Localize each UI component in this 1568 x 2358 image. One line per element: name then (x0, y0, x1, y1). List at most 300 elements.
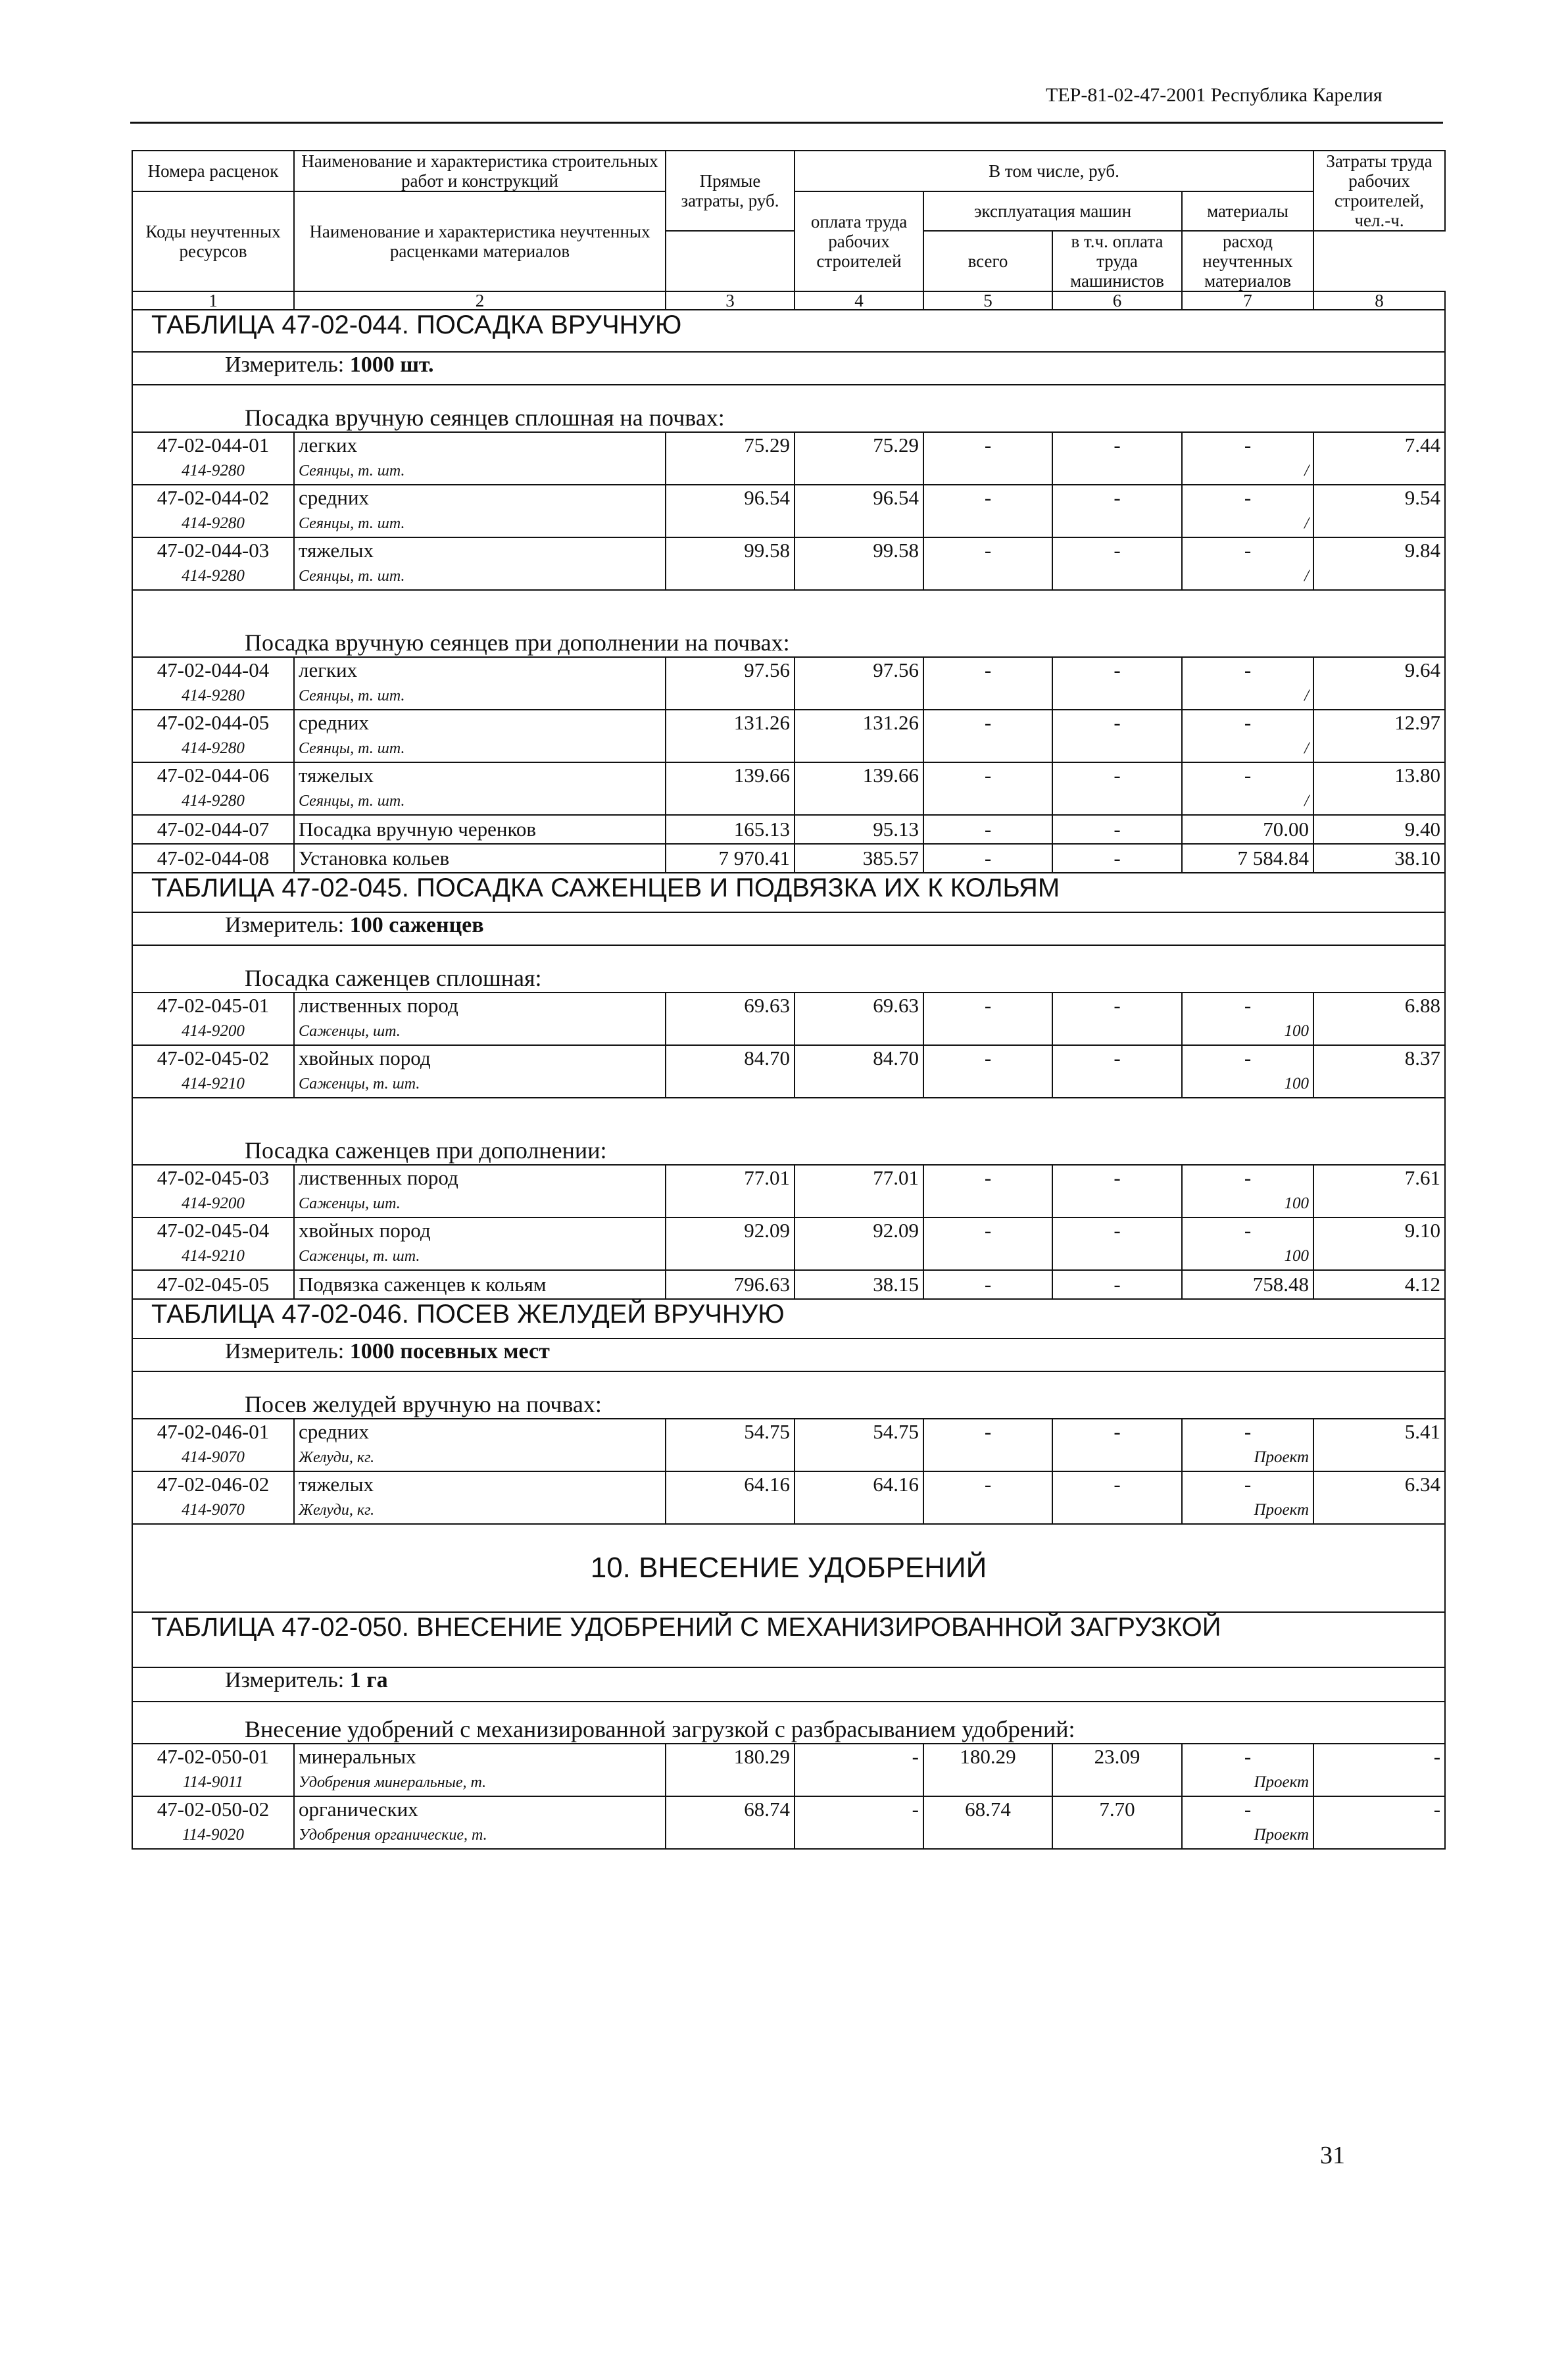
work-name: тяжелых (299, 539, 374, 562)
machinists-pay: - (1052, 993, 1182, 1045)
work-name-cell (294, 1045, 666, 1098)
rate-code-cell (132, 993, 294, 1045)
materials-value: - (1244, 994, 1252, 1017)
table-row (132, 1270, 1445, 1299)
col-number: 7 (1182, 291, 1313, 310)
table-row (132, 1796, 1445, 1849)
labor-pay: 99.58 (795, 537, 923, 590)
labor-hours: 5.41 (1313, 1419, 1445, 1471)
table-row (132, 1471, 1445, 1524)
table-row (132, 1165, 1445, 1217)
rate-code-cell (132, 485, 294, 537)
machines-total: - (923, 432, 1052, 485)
work-name-cell (294, 1217, 666, 1270)
resource-code: 414-9280 (182, 567, 245, 585)
work-name: лиственных пород (299, 1166, 458, 1189)
material-name: Саженцы, шт. (299, 1023, 401, 1040)
work-name: минеральных (299, 1745, 416, 1768)
work-name: средних (299, 711, 370, 734)
rate-code: 47-02-046-01 (157, 1420, 270, 1443)
materials-consumption: 100 (1284, 1194, 1310, 1212)
measure (132, 1339, 1445, 1371)
labor-hours: 9.10 (1313, 1217, 1445, 1270)
section-title (132, 873, 1445, 912)
rates-table (132, 150, 1446, 1850)
table-row (132, 432, 1445, 485)
rate-code: 47-02-045-04 (157, 1219, 270, 1242)
work-name: тяжелых (299, 764, 374, 787)
col-number: 2 (294, 291, 666, 310)
rate-code-cell (132, 432, 294, 485)
materials-cell (1182, 1045, 1313, 1098)
resource-code: 414-9200 (182, 1194, 245, 1212)
labor-pay: 139.66 (795, 762, 923, 815)
measure-row (132, 1339, 1445, 1371)
rate-code-cell (132, 1419, 294, 1471)
machinists-pay: - (1052, 432, 1182, 485)
direct-cost: 54.75 (666, 1419, 795, 1471)
resource-code: 414-9070 (182, 1501, 245, 1519)
group-title-text: Посадка вручную сеянцев при дополнении на почвах: (245, 629, 790, 656)
materials-cell (1182, 537, 1313, 590)
rate-code-cell (132, 762, 294, 815)
work-name-cell (294, 1744, 666, 1796)
machinists-pay: - (1052, 485, 1182, 537)
measure-label: Измеритель: (225, 913, 345, 937)
materials-value: - (1244, 1473, 1252, 1496)
materials-cell (1182, 1471, 1313, 1524)
material-name: Сеянцы, т. шт. (299, 515, 405, 532)
materials-consumption: / (1304, 462, 1310, 479)
materials-cell (1182, 1796, 1313, 1849)
rate-code-cell (132, 537, 294, 590)
direct-cost: 99.58 (666, 537, 795, 590)
resource-code: 414-9280 (182, 514, 245, 532)
rate-code: 47-02-044-08 (132, 844, 294, 873)
work-name: лиственных пород (299, 994, 458, 1017)
material-name: Сеянцы, т. шт. (299, 568, 405, 585)
rate-code: 47-02-045-01 (157, 994, 270, 1017)
labor-pay: 84.70 (795, 1045, 923, 1098)
material-name: Желуди, кг. (299, 1449, 375, 1466)
header-group: В том числе, руб. (795, 151, 1313, 191)
labor-hours: 9.40 (1313, 815, 1445, 844)
materials-cell (1182, 432, 1313, 485)
direct-cost: 131.26 (666, 710, 795, 762)
materials-consumption: 100 (1284, 1075, 1310, 1093)
work-name: хвойных пород (299, 1046, 431, 1069)
header-col7: расход неучтенных материалов (1182, 231, 1313, 291)
resource-code: 414-9210 (182, 1075, 245, 1093)
measure-row (132, 912, 1445, 945)
labor-pay: 64.16 (795, 1471, 923, 1524)
work-name-cell (294, 1796, 666, 1849)
machines-total: - (923, 762, 1052, 815)
materials-value: 758.48 (1182, 1270, 1313, 1299)
machines-total: - (923, 844, 1052, 873)
labor-pay: 131.26 (795, 710, 923, 762)
materials-value: - (1244, 1420, 1252, 1443)
materials-value: - (1244, 1745, 1252, 1768)
machinists-pay: - (1052, 844, 1182, 873)
labor-pay: 38.15 (795, 1270, 923, 1299)
direct-cost: 92.09 (666, 1217, 795, 1270)
work-name-cell (294, 432, 666, 485)
material-name: Желуди, кг. (299, 1502, 375, 1519)
work-name-cell (294, 993, 666, 1045)
labor-pay: 385.57 (795, 844, 923, 873)
resource-code: 414-9070 (182, 1448, 245, 1466)
resource-code: 414-9210 (182, 1247, 245, 1265)
measure (132, 912, 1445, 945)
work-name: средних (299, 1420, 370, 1443)
work-name: Установка кольев (294, 844, 666, 873)
section-title-text: ТАБЛИЦА 47-02-046. ПОСЕВ ЖЕЛУДЕЙ ВРУЧНУЮ (151, 1300, 785, 1329)
header-col1-bottom: Коды неучтенных ресурсов (132, 191, 294, 291)
chapter-title (132, 1524, 1445, 1612)
labor-pay: 95.13 (795, 815, 923, 844)
direct-cost: 84.70 (666, 1045, 795, 1098)
group-title-text: Посев желудей вручную на почвах: (245, 1391, 602, 1417)
direct-cost: 165.13 (666, 815, 795, 844)
machines-total: - (923, 1419, 1052, 1471)
rate-code: 47-02-045-03 (157, 1166, 270, 1189)
rate-code-cell (132, 1471, 294, 1524)
labor-hours: 38.10 (1313, 844, 1445, 873)
rate-code: 47-02-044-04 (157, 658, 270, 681)
materials-consumption: Проект (1254, 1501, 1310, 1519)
page-header: ТЕР-81-02-47-2001 Республика Карелия (1046, 84, 1383, 106)
material-name: Удобрения минеральные, т. (299, 1774, 487, 1791)
col-number: 8 (1313, 291, 1445, 310)
machinists-pay: - (1052, 1419, 1182, 1471)
machinists-pay: - (1052, 537, 1182, 590)
resource-code: 414-9280 (182, 687, 245, 704)
rate-code: 47-02-050-01 (157, 1745, 270, 1768)
section-title-text: ТАБЛИЦА 47-02-050. ВНЕСЕНИЕ УДОБРЕНИЙ С МЕХАНИЗИРОВАННОЙ ЗАГРУЗКОЙ (151, 1613, 1221, 1642)
work-name-cell (294, 485, 666, 537)
materials-value: - (1244, 433, 1252, 456)
machinists-pay: - (1052, 710, 1182, 762)
labor-hours: 6.88 (1313, 993, 1445, 1045)
direct-cost: 180.29 (666, 1744, 795, 1796)
materials-cell (1182, 710, 1313, 762)
measure-value: 1000 посевных мест (349, 1339, 550, 1363)
measure-label: Измеритель: (225, 1339, 345, 1363)
section-title-row (132, 310, 1445, 352)
materials-value: - (1244, 658, 1252, 681)
material-name: Сеянцы, т. шт. (299, 740, 405, 757)
materials-consumption: Проект (1254, 1826, 1310, 1844)
header-materials: материалы (1182, 191, 1313, 231)
labor-pay: 77.01 (795, 1165, 923, 1217)
header-col3: Прямые затраты, руб. (666, 151, 795, 231)
direct-cost: 139.66 (666, 762, 795, 815)
rate-code: 47-02-044-02 (157, 486, 270, 509)
work-name-cell (294, 1471, 666, 1524)
direct-cost: 796.63 (666, 1270, 795, 1299)
resource-code: 414-9280 (182, 792, 245, 810)
group-title-text: Посадка саженцев при дополнении: (245, 1137, 607, 1164)
col-number: 4 (795, 291, 923, 310)
machinists-pay: - (1052, 1217, 1182, 1270)
rate-code: 47-02-045-02 (157, 1046, 270, 1069)
rate-code: 47-02-044-01 (157, 433, 270, 456)
labor-hours: 7.44 (1313, 432, 1445, 485)
work-name: легких (299, 658, 358, 681)
resource-code: 114-9020 (182, 1826, 244, 1844)
machinists-pay: - (1052, 1471, 1182, 1524)
column-numbers (132, 291, 1445, 310)
machines-total: - (923, 1217, 1052, 1270)
rate-code-cell (132, 1744, 294, 1796)
materials-cell (1182, 993, 1313, 1045)
machines-total: - (923, 1471, 1052, 1524)
group-title-row (132, 1371, 1445, 1419)
direct-cost: 77.01 (666, 1165, 795, 1217)
labor-pay: 96.54 (795, 485, 923, 537)
measure-label: Измеритель: (225, 1668, 345, 1692)
labor-hours: 7.61 (1313, 1165, 1445, 1217)
materials-consumption: 100 (1284, 1022, 1310, 1040)
labor-pay: 92.09 (795, 1217, 923, 1270)
work-name-cell (294, 1165, 666, 1217)
labor-hours: 12.97 (1313, 710, 1445, 762)
machines-total: - (923, 1045, 1052, 1098)
rate-code: 47-02-045-05 (132, 1270, 294, 1299)
machinists-pay: - (1052, 762, 1182, 815)
work-name-cell (294, 762, 666, 815)
group-title-row (132, 945, 1445, 993)
table-row (132, 537, 1445, 590)
labor-pay: - (795, 1796, 923, 1849)
measure (132, 352, 1445, 385)
materials-value: - (1244, 711, 1252, 734)
col-number: 3 (666, 291, 795, 310)
material-name: Сеянцы, т. шт. (299, 793, 405, 810)
table-row (132, 815, 1445, 844)
material-name: Саженцы, т. шт. (299, 1248, 420, 1265)
header-col6: в т.ч. оплата труда машинистов (1052, 231, 1182, 291)
direct-cost: 7 970.41 (666, 844, 795, 873)
table-row (132, 1744, 1445, 1796)
labor-pay: 97.56 (795, 657, 923, 710)
table-row (132, 1217, 1445, 1270)
work-name-cell (294, 657, 666, 710)
labor-hours: - (1313, 1796, 1445, 1849)
table-row (132, 710, 1445, 762)
labor-hours: 9.54 (1313, 485, 1445, 537)
labor-hours: 9.64 (1313, 657, 1445, 710)
labor-hours: 13.80 (1313, 762, 1445, 815)
materials-consumption: Проект (1254, 1448, 1310, 1466)
materials-cell (1182, 1744, 1313, 1796)
materials-value: - (1244, 1219, 1252, 1242)
measure-value: 1000 шт. (349, 353, 434, 377)
materials-cell (1182, 1217, 1313, 1270)
page-number: 31 (1320, 2142, 1345, 2169)
rate-code: 47-02-044-07 (132, 815, 294, 844)
labor-hours: 8.37 (1313, 1045, 1445, 1098)
material-name: Саженцы, шт. (299, 1195, 401, 1212)
work-name-cell (294, 537, 666, 590)
section-title-text: ТАБЛИЦА 47-02-045. ПОСАДКА САЖЕНЦЕВ И ПОДВЯЗКА ИХ К КОЛЬЯМ (151, 873, 1060, 902)
group-title-text: Внесение удобрений с механизированной загрузкой с разбрасыванием удобрений: (245, 1716, 1075, 1742)
direct-cost: 97.56 (666, 657, 795, 710)
labor-pay: 75.29 (795, 432, 923, 485)
work-name: легких (299, 433, 358, 456)
materials-value: - (1244, 1798, 1252, 1821)
direct-cost: 68.74 (666, 1796, 795, 1849)
group-title (132, 385, 1445, 432)
machines-total: - (923, 1270, 1052, 1299)
materials-cell (1182, 762, 1313, 815)
labor-pay: 54.75 (795, 1419, 923, 1471)
materials-consumption: / (1304, 792, 1310, 810)
direct-cost: 69.63 (666, 993, 795, 1045)
header-col4: оплата труда рабочих строителей (795, 191, 923, 291)
table-row (132, 844, 1445, 873)
rate-code-cell (132, 1165, 294, 1217)
work-name: средних (299, 486, 370, 509)
table-row (132, 993, 1445, 1045)
materials-value: - (1244, 764, 1252, 787)
header-col5: всего (923, 231, 1052, 291)
materials-consumption: / (1304, 739, 1310, 757)
work-name: Посадка вручную черенков (294, 815, 666, 844)
group-title-text: Посадка саженцев сплошная: (245, 965, 542, 991)
machinists-pay: 23.09 (1052, 1744, 1182, 1796)
work-name: тяжелых (299, 1473, 374, 1496)
work-name: хвойных пород (299, 1219, 431, 1242)
materials-value: - (1244, 486, 1252, 509)
section-title-row (132, 873, 1445, 912)
machines-total: 180.29 (923, 1744, 1052, 1796)
direct-cost: 64.16 (666, 1471, 795, 1524)
group-title-text: Посадка вручную сеянцев сплошная на почвах: (245, 405, 725, 431)
materials-consumption: / (1304, 687, 1310, 704)
section-title-row (132, 1612, 1445, 1667)
group-title (132, 945, 1445, 993)
header-col8: Затраты труда рабочих строителей, чел.-ч. (1313, 151, 1445, 231)
machines-total: - (923, 710, 1052, 762)
section-title (132, 310, 1445, 352)
resource-code: 414-9280 (182, 739, 245, 757)
material-name: Сеянцы, т. шт. (299, 687, 405, 704)
labor-hours: 4.12 (1313, 1270, 1445, 1299)
machinists-pay: - (1052, 815, 1182, 844)
material-name: Саженцы, т. шт. (299, 1075, 420, 1093)
section-title (132, 1299, 1445, 1339)
group-title (132, 590, 1445, 657)
work-name-cell (294, 710, 666, 762)
materials-cell (1182, 1419, 1313, 1471)
materials-consumption: 100 (1284, 1247, 1310, 1265)
rate-code-cell (132, 1217, 294, 1270)
machinists-pay: - (1052, 1045, 1182, 1098)
measure-value: 100 саженцев (349, 913, 484, 937)
section-title-row (132, 1299, 1445, 1339)
rate-code: 47-02-046-02 (157, 1473, 270, 1496)
table-row (132, 485, 1445, 537)
materials-cell (1182, 485, 1313, 537)
measure (132, 1667, 1445, 1702)
resource-code: 114-9011 (182, 1773, 244, 1791)
table-row (132, 762, 1445, 815)
col-number: 1 (132, 291, 294, 310)
resource-code: 414-9200 (182, 1022, 245, 1040)
machines-total: - (923, 537, 1052, 590)
table-row (132, 1419, 1445, 1471)
machines-total: - (923, 1165, 1052, 1217)
rate-code: 47-02-044-03 (157, 539, 270, 562)
table-row (132, 1045, 1445, 1098)
measure-row (132, 1667, 1445, 1702)
rate-code: 47-02-050-02 (157, 1798, 270, 1821)
machines-total: - (923, 993, 1052, 1045)
measure-value: 1 га (349, 1668, 388, 1692)
rate-code: 47-02-044-05 (157, 711, 270, 734)
work-name: органических (299, 1798, 418, 1821)
labor-hours: 9.84 (1313, 537, 1445, 590)
group-title-row (132, 1098, 1445, 1165)
materials-cell (1182, 657, 1313, 710)
materials-cell (1182, 1165, 1313, 1217)
rate-code-cell (132, 710, 294, 762)
machines-total: - (923, 485, 1052, 537)
materials-consumption: / (1304, 514, 1310, 532)
group-title-row (132, 590, 1445, 657)
group-title-row (132, 1702, 1445, 1744)
machinists-pay: - (1052, 657, 1182, 710)
machines-total: - (923, 657, 1052, 710)
labor-pay: - (795, 1744, 923, 1796)
group-title (132, 1098, 1445, 1165)
direct-cost: 96.54 (666, 485, 795, 537)
measure-label: Измеритель: (225, 353, 345, 377)
machinists-pay: - (1052, 1270, 1182, 1299)
work-name-cell (294, 1419, 666, 1471)
work-name: Подвязка саженцев к кольям (294, 1270, 666, 1299)
rate-code: 47-02-044-06 (157, 764, 270, 787)
material-name: Сеянцы, т. шт. (299, 462, 405, 479)
labor-pay: 69.63 (795, 993, 923, 1045)
machinists-pay: 7.70 (1052, 1796, 1182, 1849)
material-name: Удобрения органические, т. (299, 1827, 487, 1844)
materials-value: - (1244, 1166, 1252, 1189)
header-rule (130, 122, 1443, 124)
machines-total: 68.74 (923, 1796, 1052, 1849)
machines-total: - (923, 815, 1052, 844)
labor-hours: - (1313, 1744, 1445, 1796)
labor-hours: 6.34 (1313, 1471, 1445, 1524)
header-col1-top: Номера расценок (132, 151, 294, 191)
header-machines: эксплуатация машин (923, 191, 1182, 231)
group-title (132, 1702, 1445, 1744)
resource-code: 414-9280 (182, 462, 245, 479)
header-col2-bottom: Наименование и характеристика неучтенных расценками материалов (294, 191, 666, 291)
rate-code-cell (132, 1045, 294, 1098)
rate-code-cell (132, 1796, 294, 1849)
table-row (132, 657, 1445, 710)
materials-value: - (1244, 1046, 1252, 1069)
section-title (132, 1612, 1445, 1667)
direct-cost: 75.29 (666, 432, 795, 485)
header-col2-top: Наименование и характеристика строительных работ и конструкций (294, 151, 666, 191)
rate-code-cell (132, 657, 294, 710)
section-title-text: ТАБЛИЦА 47-02-044. ПОСАДКА ВРУЧНУЮ (151, 310, 682, 339)
chapter-title-text: 10. ВНЕСЕНИЕ УДОБРЕНИЙ (590, 1552, 987, 1584)
